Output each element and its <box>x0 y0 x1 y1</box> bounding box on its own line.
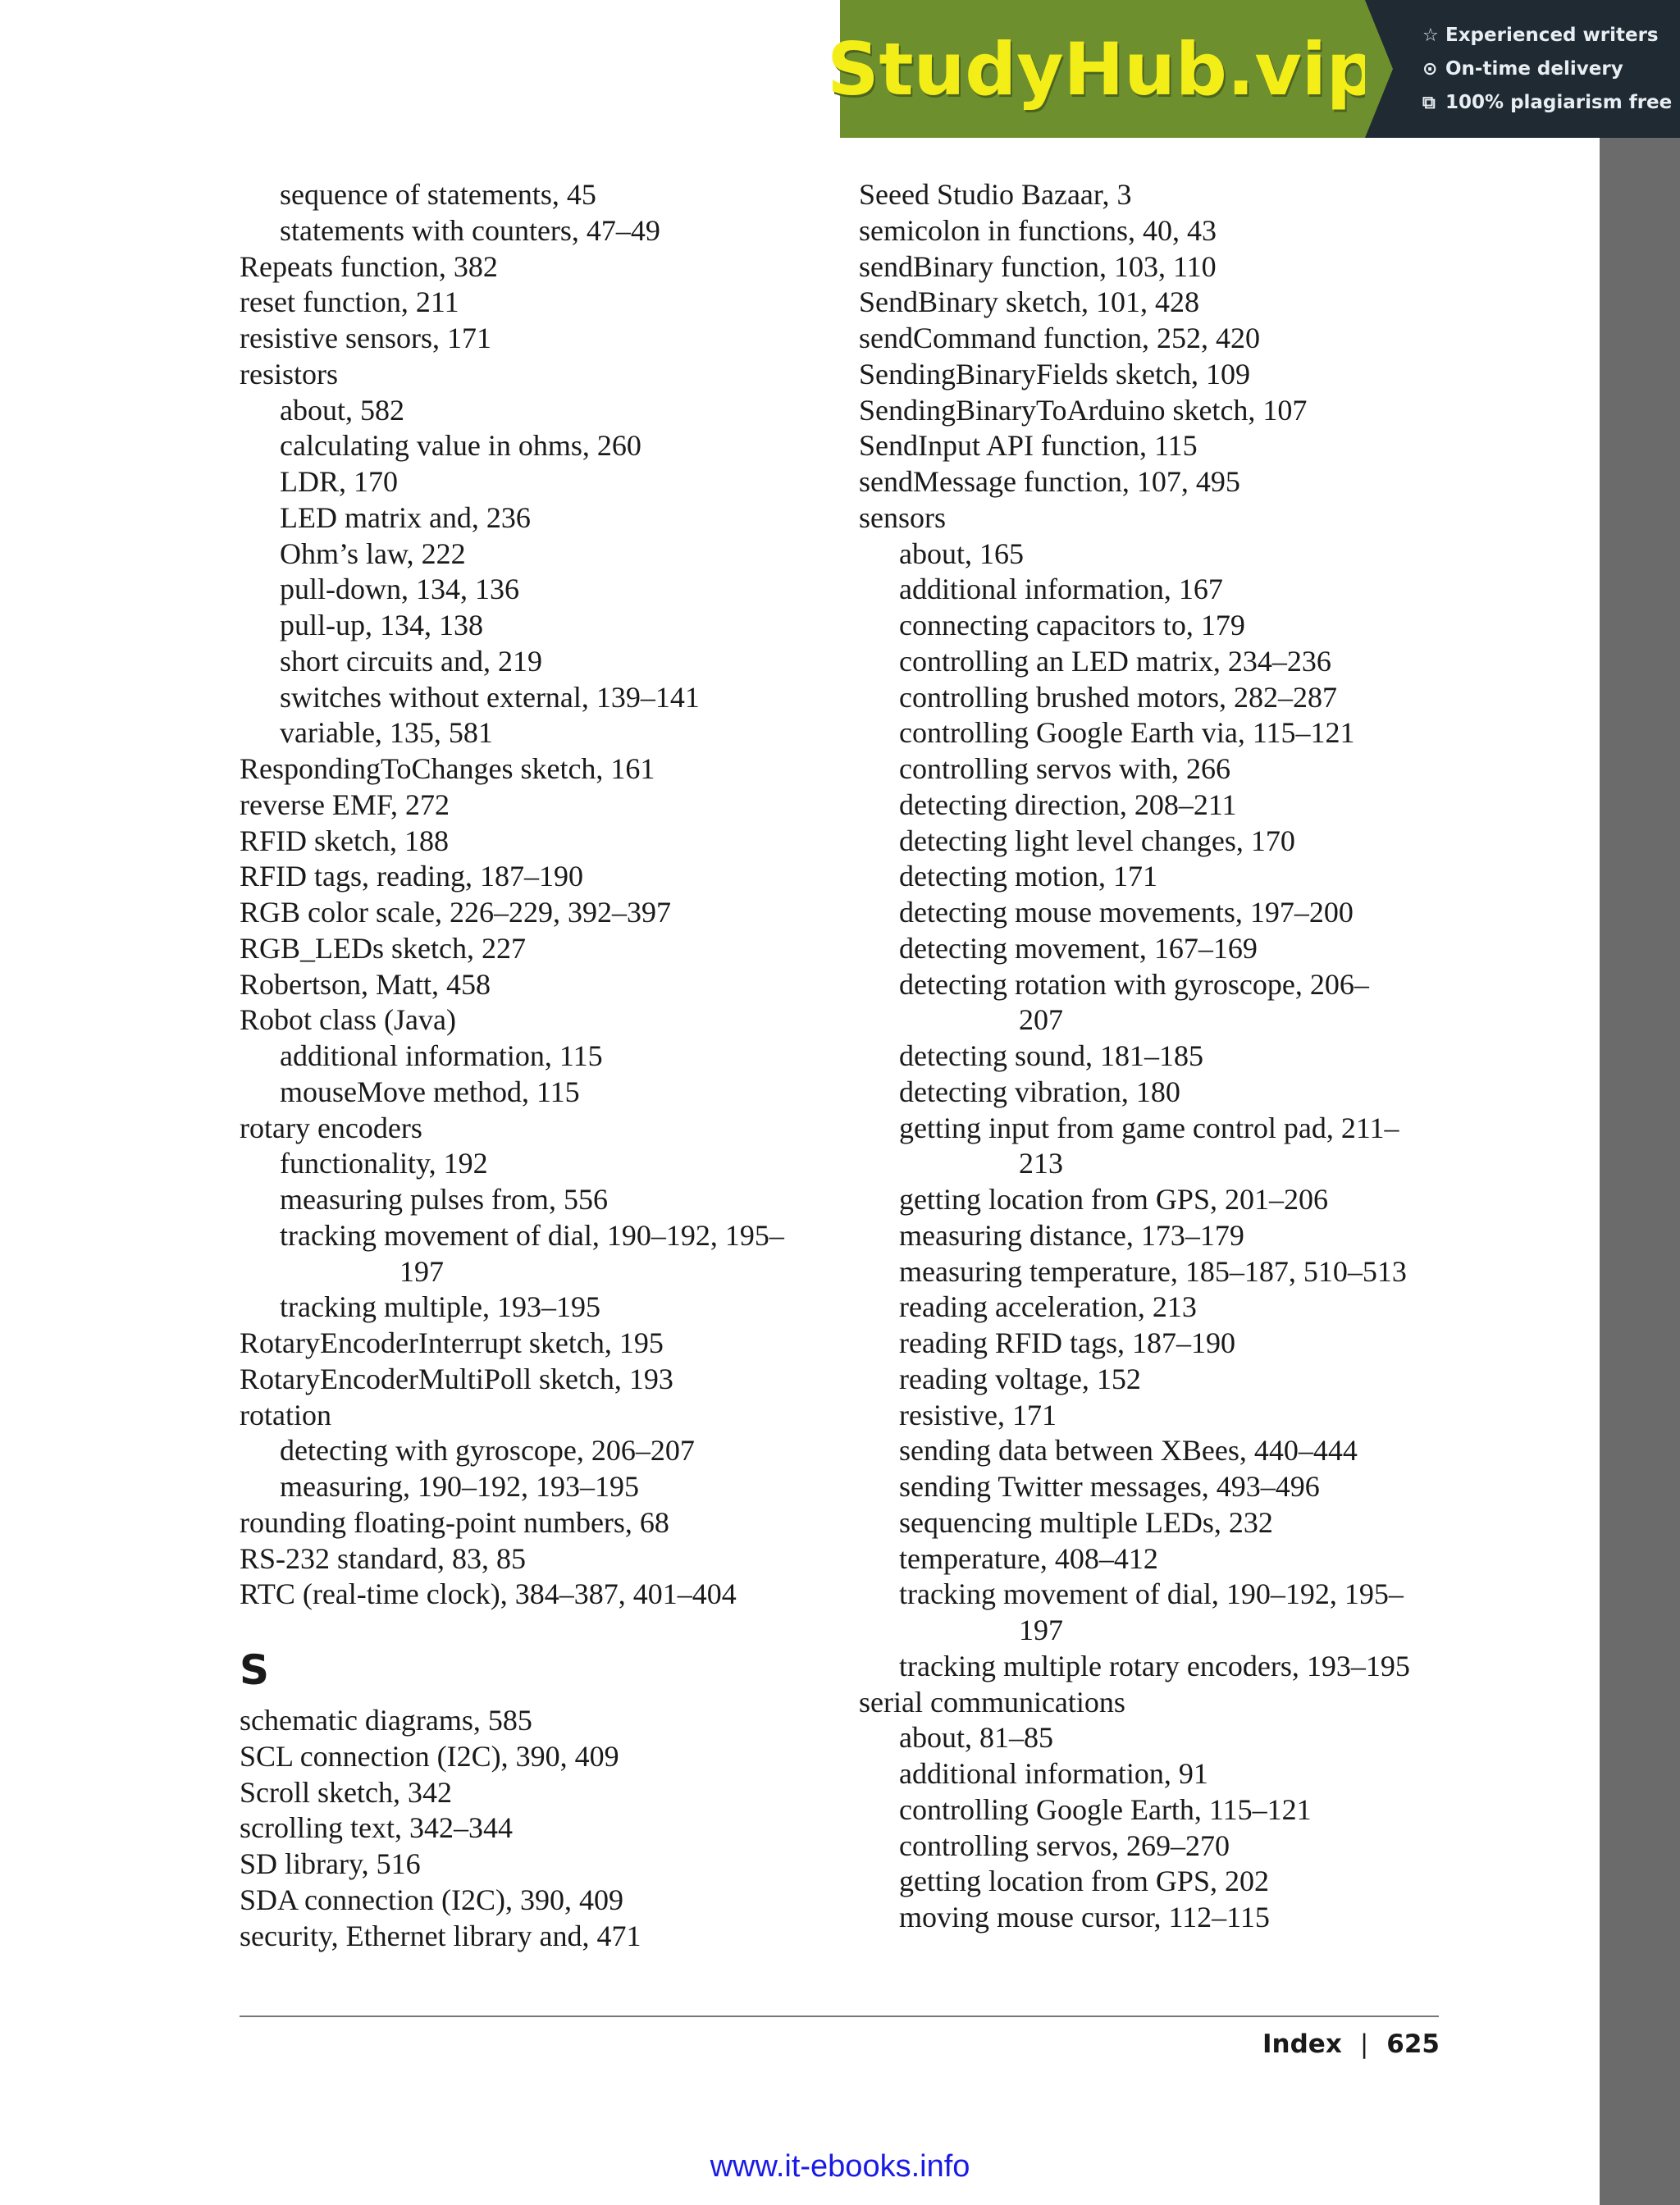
index-continuation: 197 <box>399 1254 444 1288</box>
index-subentry: detecting rotation with gyroscope, 206– <box>899 967 1369 1001</box>
index-subentry: measuring, 190–192, 193–195 <box>280 1470 639 1503</box>
index-subentry: detecting movement, 167–169 <box>899 931 1258 965</box>
index-subentry: sequence of statements, 45 <box>280 178 596 211</box>
index-entry: semicolon in functions, 40, 43 <box>859 213 1217 247</box>
index-entry: Repeats function, 382 <box>240 249 498 283</box>
index-entry: RFID tags, reading, 187–190 <box>240 860 583 893</box>
banner-feature <box>1422 52 1680 86</box>
index-entry: sendMessage function, 107, 495 <box>859 465 1240 498</box>
banner-feature <box>1422 19 1680 52</box>
index-subentry: about, 81–85 <box>899 1721 1053 1755</box>
index-entry: serial communications <box>859 1685 1125 1719</box>
index-subentry: additional information, 91 <box>899 1757 1208 1790</box>
index-subentry: LDR, 170 <box>280 465 398 498</box>
index-entry: Scroll sketch, 342 <box>240 1775 452 1809</box>
studyhub-banner[interactable] <box>827 0 1680 138</box>
index-subentry: sending Twitter messages, 493–496 <box>899 1470 1320 1503</box>
index-entry: security, Ethernet library and, 471 <box>240 1919 641 1952</box>
index-entry: sensors <box>859 500 946 534</box>
index-subentry: detecting light level changes, 170 <box>899 824 1295 857</box>
index-subentry: controlling Google Earth via, 115–121 <box>899 716 1355 750</box>
banner-features <box>1365 0 1680 138</box>
index-entry: RGB color scale, 226–229, 392–397 <box>240 896 671 929</box>
index-entry: RGB_LEDs sketch, 227 <box>240 931 526 965</box>
index-subentry: getting input from game control pad, 211– <box>899 1111 1399 1144</box>
index-subentry: connecting capacitors to, 179 <box>899 609 1245 641</box>
index-continuation: 207 <box>1019 1003 1063 1037</box>
banner-feature-text: 100% plagiarism free <box>1445 91 1673 113</box>
index-subentry: controlling brushed motors, 282–287 <box>899 680 1337 714</box>
index-subentry: about, 582 <box>280 393 404 427</box>
index-subentry: switches without external, 139–141 <box>280 680 700 714</box>
index-subentry: tracking movement of dial, 190–192, 195– <box>280 1218 784 1252</box>
index-entry: Seeed Studio Bazaar, 3 <box>859 178 1132 211</box>
index-entry: RotaryEncoderMultiPoll sketch, 193 <box>240 1362 673 1395</box>
index-subentry: tracking movement of dial, 190–192, 195– <box>899 1577 1404 1611</box>
footer-separator: | <box>1359 2029 1369 2059</box>
index-subentry: measuring distance, 173–179 <box>899 1218 1244 1252</box>
index-entry: rounding floating-point numbers, 68 <box>240 1505 669 1539</box>
index-subentry: temperature, 408–412 <box>899 1541 1158 1575</box>
index-entry: sendBinary function, 103, 110 <box>859 249 1217 283</box>
index-entry: RS-232 standard, 83, 85 <box>240 1541 526 1575</box>
index-entry: SendingBinaryToArduino sketch, 107 <box>859 393 1308 427</box>
index-subentry: calculating value in ohms, 260 <box>280 429 641 463</box>
index-subentry: sequencing multiple LEDs, 232 <box>899 1505 1273 1539</box>
index-entry: SD library, 516 <box>240 1847 421 1880</box>
index-entry: reverse EMF, 272 <box>240 788 450 821</box>
right-entries <box>859 177 1449 1936</box>
index-entry: SendBinary sketch, 101, 428 <box>859 285 1199 319</box>
index-subentry: detecting sound, 181–185 <box>899 1039 1203 1072</box>
index-entry: scrolling text, 342–344 <box>240 1811 513 1845</box>
index-entry: Robertson, Matt, 458 <box>240 967 491 1001</box>
index-entry: rotary encoders <box>240 1111 422 1144</box>
copy-icon: ⧉ <box>1422 92 1436 113</box>
index-entry: SDA connection (I2C), 390, 409 <box>240 1883 623 1916</box>
index-subentry: tracking multiple, 193–195 <box>280 1290 600 1324</box>
index-subentry: LED matrix and, 236 <box>280 500 531 534</box>
banner-logo-panel <box>827 0 1378 138</box>
index-subentry: statements with counters, 47–49 <box>280 213 660 247</box>
index-subentry: detecting with gyroscope, 206–207 <box>280 1434 695 1468</box>
page-footer <box>1262 2029 1440 2059</box>
index-subentry: reading RFID tags, 187–190 <box>899 1326 1235 1359</box>
banner-feature <box>1422 86 1680 120</box>
footer-rule <box>240 2016 1439 2017</box>
page-number: 625 <box>1386 2029 1440 2059</box>
index-subentry: pull-down, 134, 136 <box>280 573 519 606</box>
index-subentry: additional information, 167 <box>899 573 1223 606</box>
watermark-url[interactable]: www.it-ebooks.info <box>710 2149 970 2184</box>
left-entries-s <box>240 1703 830 1954</box>
left-entries <box>240 177 830 1613</box>
banner-arrow <box>1365 0 1393 138</box>
index-subentry: about, 165 <box>899 536 1024 570</box>
index-entry: rotation <box>240 1398 331 1431</box>
index-subentry: controlling Google Earth, 115–121 <box>899 1792 1312 1826</box>
index-subentry: controlling servos with, 266 <box>899 752 1230 785</box>
index-subentry: moving mouse cursor, 112–115 <box>899 1901 1270 1933</box>
banner-feature-text: Experienced writers <box>1445 24 1659 46</box>
index-subentry: detecting motion, 171 <box>899 860 1157 893</box>
index-subentry: short circuits and, 219 <box>280 644 542 678</box>
index-entry: RTC (real-time clock), 384–387, 401–404 <box>240 1577 737 1611</box>
banner-logo: StudyHub.vip <box>827 26 1378 112</box>
index-entry: RespondingToChanges sketch, 161 <box>240 752 655 785</box>
index-subentry: variable, 135, 581 <box>280 716 493 750</box>
index-continuation: 213 <box>1019 1147 1063 1180</box>
index-subentry: measuring pulses from, 556 <box>280 1183 608 1216</box>
index-entry: SendingBinaryFields sketch, 109 <box>859 357 1250 390</box>
index-subentry: pull-up, 134, 138 <box>280 609 483 641</box>
index-subentry: measuring temperature, 185–187, 510–513 <box>899 1254 1407 1288</box>
index-column-right <box>859 177 1449 1936</box>
index-entry: Robot class (Java) <box>240 1003 456 1037</box>
index-continuation: 197 <box>1019 1614 1063 1646</box>
banner-feature-text: On-time delivery <box>1445 57 1623 80</box>
index-entry: resistors <box>240 357 338 390</box>
index-subentry: sending data between XBees, 440–444 <box>899 1434 1358 1468</box>
index-column-left <box>240 177 830 1954</box>
index-entry: RotaryEncoderInterrupt sketch, 195 <box>240 1326 664 1359</box>
index-subentry: detecting direction, 208–211 <box>899 788 1237 821</box>
clock-icon: ⊙ <box>1422 58 1438 80</box>
index-subentry: Ohm’s law, 222 <box>280 536 466 570</box>
index-entry: sendCommand function, 252, 420 <box>859 322 1260 354</box>
index-entry: schematic diagrams, 585 <box>240 1704 532 1737</box>
footer-section: Index <box>1262 2029 1342 2059</box>
section-letter: S <box>240 1646 270 1694</box>
index-entry: resistive sensors, 171 <box>240 322 491 354</box>
index-subentry: additional information, 115 <box>280 1039 603 1072</box>
star-icon: ☆ <box>1422 25 1439 46</box>
index-subentry: controlling an LED matrix, 234–236 <box>899 644 1331 678</box>
index-subentry: detecting vibration, 180 <box>899 1075 1180 1108</box>
index-subentry: tracking multiple rotary encoders, 193–195 <box>899 1649 1410 1682</box>
index-subentry: controlling servos, 269–270 <box>899 1828 1230 1862</box>
index-subentry: detecting mouse movements, 197–200 <box>899 896 1354 929</box>
index-subentry: mouseMove method, 115 <box>280 1075 580 1108</box>
index-subentry: reading voltage, 152 <box>899 1362 1141 1395</box>
index-entry: SendInput API function, 115 <box>859 429 1198 463</box>
index-subentry: resistive, 171 <box>899 1398 1057 1431</box>
index-subentry: getting location from GPS, 201–206 <box>899 1183 1328 1216</box>
index-entry: RFID sketch, 188 <box>240 824 449 857</box>
index-subentry: reading acceleration, 213 <box>899 1290 1197 1324</box>
index-entry: SCL connection (I2C), 390, 409 <box>240 1739 619 1773</box>
index-entry: reset function, 211 <box>240 285 459 319</box>
side-margin-strip <box>1600 138 1680 2205</box>
index-subentry: getting location from GPS, 202 <box>899 1865 1269 1898</box>
index-subentry: functionality, 192 <box>280 1147 488 1180</box>
